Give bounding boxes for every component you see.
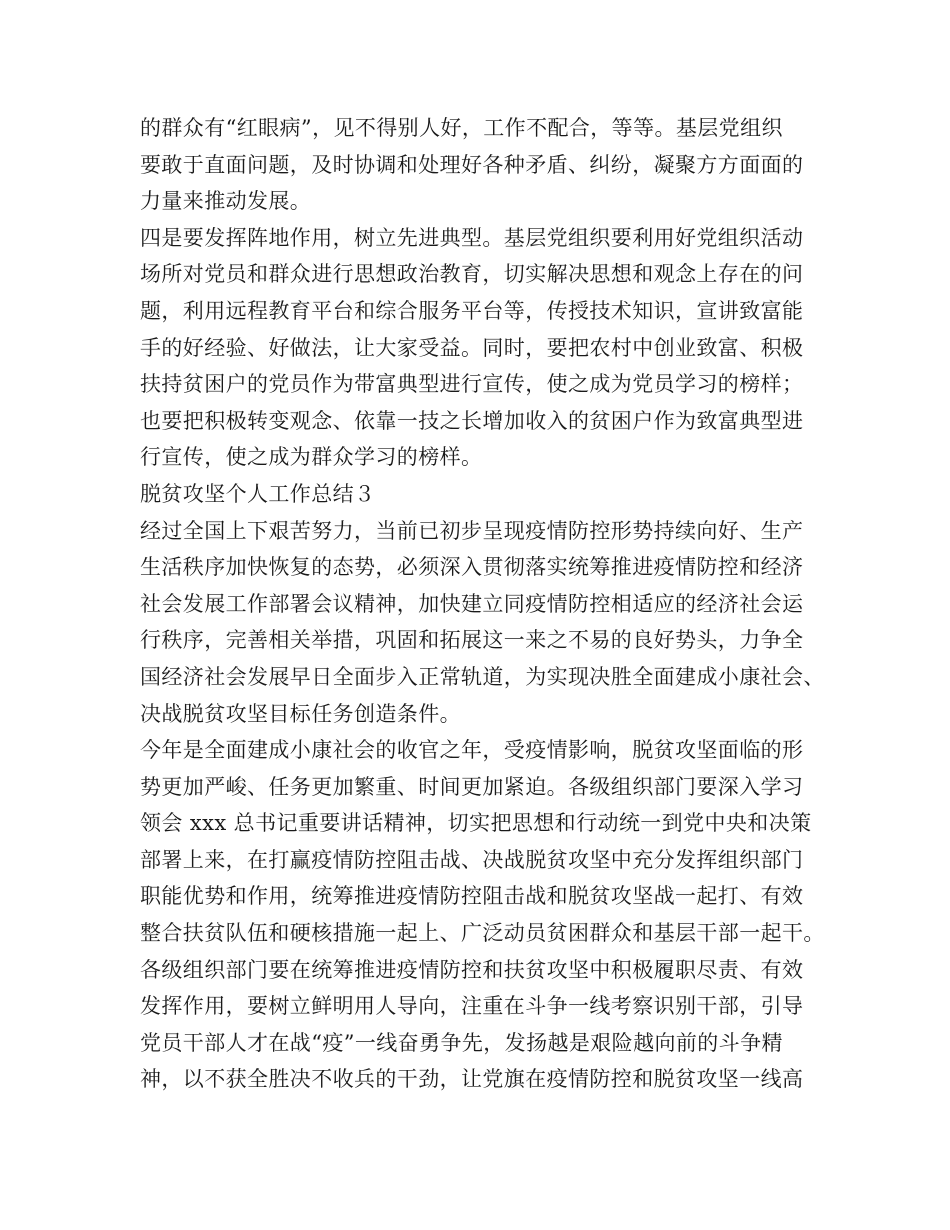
text-line: 整合扶贫队伍和硬核措施一起上、广泛动员贫困群众和基层干部一起干。 bbox=[140, 921, 825, 946]
text-line: 职能优势和作用，统筹推进疫情防控阻击战和脱贫攻坚战一起打、有效 bbox=[140, 884, 804, 909]
text-line: 四是要发挥阵地作用，树立先进典型。基层党组织要利用好党组织活动 bbox=[140, 225, 804, 250]
text-line: 扶持贫困户的党员作为带富典型进行宣传，使之成为党员学习的榜样； bbox=[140, 372, 804, 397]
text-line: 国经济社会发展早日全面步入正常轨道，为实现决胜全面建成小康社会、 bbox=[140, 664, 825, 689]
text-line: 决战脱贫攻坚目标任务创造条件。 bbox=[140, 701, 461, 726]
text-line: 场所对党员和群众进行思想政治教育，切实解决思想和观念上存在的问 bbox=[140, 262, 804, 287]
section-heading: 脱贫攻坚个人工作总结３ bbox=[140, 481, 376, 506]
text-line: 领会 xxx 总书记重要讲话精神，切实把思想和行动统一到党中央和决策 bbox=[140, 811, 812, 836]
text-line: 行秩序，完善相关举措，巩固和拓展这一来之不易的良好势头，力争全 bbox=[140, 628, 804, 653]
text-line: 党员干部人才在战“疫”一线奋勇争先，发扬越是艰险越向前的斗争精 bbox=[140, 1030, 783, 1055]
text-line: 部署上来，在打赢疫情防控阻击战、决战脱贫攻坚中充分发挥组织部门 bbox=[140, 847, 804, 872]
text-line: 发挥作用，要树立鲜明用人导向，注重在斗争一线考察识别干部，引导 bbox=[140, 994, 804, 1019]
text-line: 今年是全面建成小康社会的收官之年，受疫情影响，脱贫攻坚面临的形 bbox=[140, 738, 804, 763]
text-line: 经过全国上下艰苦努力，当前已初步呈现疫情防控形势持续向好、生产 bbox=[140, 518, 804, 543]
text-line: 行宣传，使之成为群众学习的榜样。 bbox=[140, 445, 483, 470]
text-line: 生活秩序加快恢复的态势，必须深入贯彻落实统筹推进疫情防控和经济 bbox=[140, 555, 804, 580]
text-line: 神，以不获全胜决不收兵的干劲，让党旗在疫情防控和脱贫攻坚一线高 bbox=[140, 1067, 804, 1092]
text-line: 社会发展工作部署会议精神，加快建立同疫情防控相适应的经济社会运 bbox=[140, 591, 804, 616]
text-line: 题，利用远程教育平台和综合服务平台等，传授技术知识，宣讲致富能 bbox=[140, 298, 804, 323]
text-line: 力量来推动发展。 bbox=[140, 189, 312, 214]
text-line: 的群众有“红眼病”，见不得别人好，工作不配合，等等。基层党组织 bbox=[140, 116, 783, 140]
text-line: 手的好经验、好做法，让大家受益。同时，要把农村中创业致富、积极 bbox=[140, 335, 804, 360]
text-line: 各级组织部门要在统筹推进疫情防控和扶贫攻坚中积极履职尽责、有效 bbox=[140, 957, 804, 982]
text-line: 要敢于直面问题，及时协调和处理好各种矛盾、纠纷，凝聚方方面面的 bbox=[140, 152, 804, 177]
text-line: 势更加严峻、任务更加繁重、时间更加紧迫。各级组织部门要深入学习 bbox=[140, 774, 804, 799]
text-line: 也要把积极转变观念、依靠一技之长增加收入的贫困户作为致富典型进 bbox=[140, 408, 804, 433]
document-body bbox=[140, 110, 830, 1098]
